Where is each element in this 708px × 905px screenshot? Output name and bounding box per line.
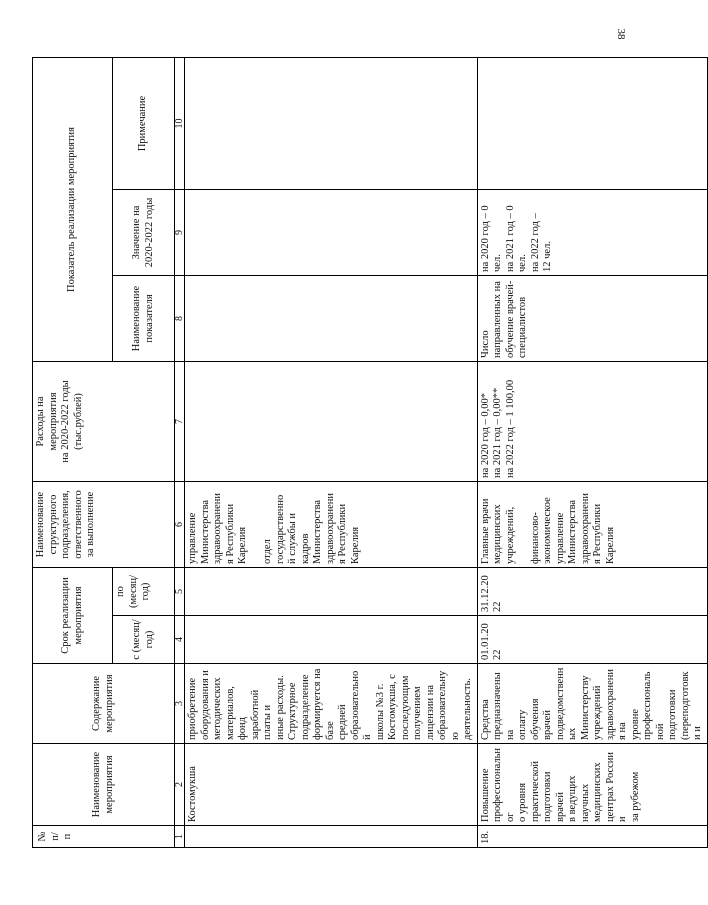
- cell-indicator-value: [185, 189, 478, 275]
- column-number: 9: [175, 189, 185, 275]
- cell-note: [185, 57, 478, 189]
- cell-expenses: на 2020 год – 0,00* на 2021 год – 0,00** на 2022 год – 1 100,00: [477, 361, 707, 481]
- header-indicator-value: Значение на 2020-2022 годы: [113, 189, 175, 275]
- header-indicator-group: Показатель реализации мероприятия: [33, 57, 113, 361]
- header-num: № п/ п: [33, 826, 175, 848]
- header-name: Наименование мероприятия: [33, 744, 175, 826]
- column-number: 8: [175, 275, 185, 361]
- rotated-table-container: [32, 58, 703, 848]
- header-indicator-name: Наименование показателя: [113, 275, 175, 361]
- header-term-group: Срок реализации мероприятия: [33, 567, 113, 663]
- cell-from: 01.01.2022: [477, 616, 707, 664]
- header-content: Содержание мероприятия: [33, 664, 175, 744]
- table-row: [477, 57, 707, 847]
- header-note: Примечание: [113, 57, 175, 189]
- cell-name: Костомукша: [185, 744, 478, 826]
- cell-responsible: Главные врачи медицинских учреждений, финансово- экономическое управление Министерства здравоохранени я Республики Карелия: [477, 481, 707, 567]
- cell-num: 18.: [477, 826, 707, 848]
- table-row: [185, 57, 478, 847]
- cell-indicator-value: на 2020 год – 0 чел. на 2021 год – 0 чел. на 2022 год – 12 чел.: [477, 189, 707, 275]
- column-number-row: [175, 57, 185, 847]
- cell-name: Повышение профессиональног о уровня практической подготовки врачей в ведущих научных медицинских центрах России и за рубежом: [477, 744, 707, 826]
- cell-to: 31.12.2022: [477, 567, 707, 615]
- cell-from: [185, 616, 478, 664]
- cell-to: [185, 567, 478, 615]
- header-to: по (месяц/ год): [113, 567, 175, 615]
- column-number: 7: [175, 361, 185, 481]
- header-responsible: Наименование структурного подразделения, ответственного за выполнение: [33, 481, 175, 567]
- column-number: 4: [175, 616, 185, 664]
- cell-expenses: [185, 361, 478, 481]
- column-number: 2: [175, 744, 185, 826]
- column-number: 3: [175, 664, 185, 744]
- header-expenses: Расходы на мероприятия на 2020-2022 годы (тыс.рублей): [33, 361, 175, 481]
- cell-note: [477, 57, 707, 189]
- cell-content: Средства предназначены на оплату обучения врачей подведомственных Министерству учреждений здравоохранения на уровне профессиональной подготовки (переподготовки и: [477, 664, 707, 744]
- column-number: 5: [175, 567, 185, 615]
- cell-content: приобретение оборудования и методических материалов, фонд заработной платы и иные расходы. Структурное подразделение формируется на базе средней образовательной школы №3 г. Костомукша, с последующим получением лицензии на образовательную деятельность.: [185, 664, 478, 744]
- column-number: 6: [175, 481, 185, 567]
- cell-indicator-name: Число направленных на обучение врачей- специалистов: [477, 275, 707, 361]
- cell-indicator-name: [185, 275, 478, 361]
- header-from: с (месяц/ год): [113, 616, 175, 664]
- cell-responsible: управление Министерства здравоохранени я Республики Карелия отдел государственно й службы и кадров Министерства здравоохранени я Республики Карелия: [185, 481, 478, 567]
- page-number: 38: [615, 28, 627, 40]
- cell-num: [185, 826, 478, 848]
- column-number: 1: [175, 826, 185, 848]
- column-number: 10: [175, 57, 185, 189]
- activities-table: [32, 57, 708, 848]
